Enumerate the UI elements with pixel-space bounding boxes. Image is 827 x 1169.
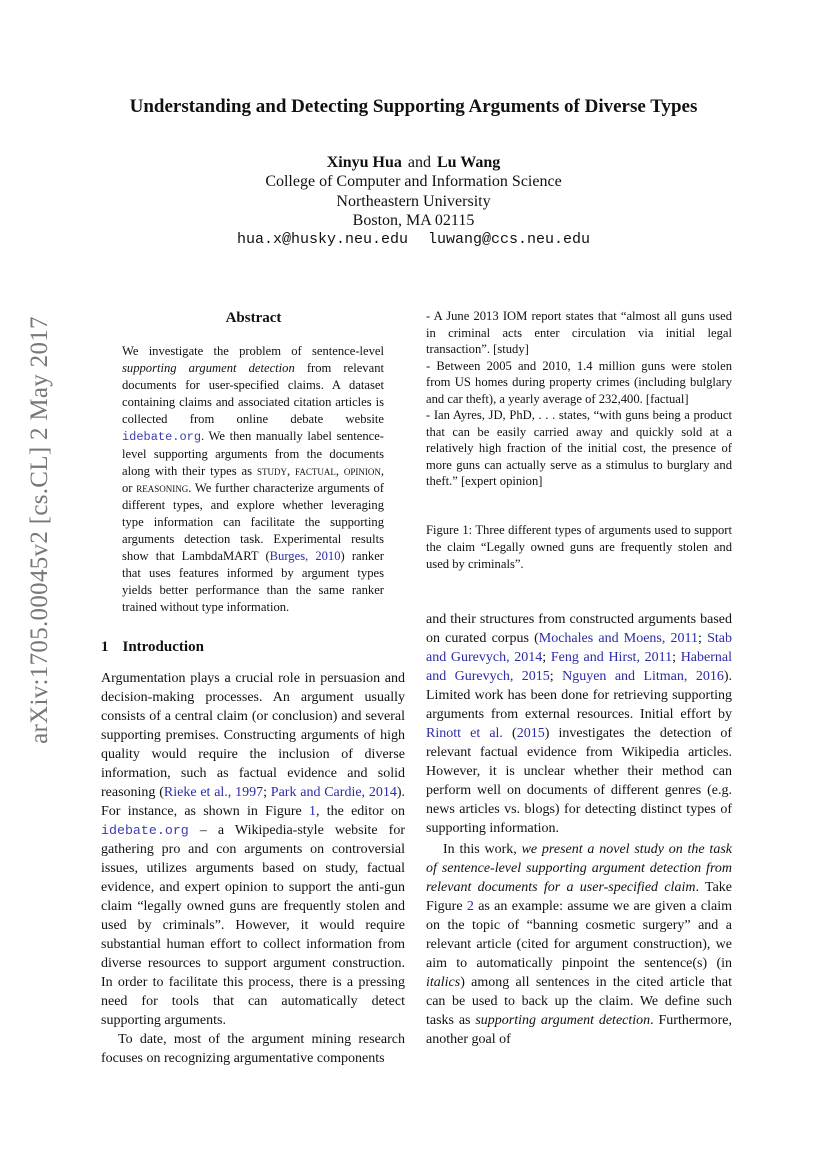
intro-right-column xyxy=(426,610,732,1049)
intro-paragraph-1: Argumentation plays a crucial role in persuasion and decision-making processes. An argument usually consists of a central claim (or conclusion) and several supporting premises. Constructing arguments of high quality would require the inclusion of diverse information, such as factual evidence and solid reasoning (Rieke et al., 1997; Park and Cardie, 2014). For instance, as shown in Figure 1, the editor on idebate.org – a Wikipedia-style website for gathering pro and con arguments on controversial issues, utilizes arguments based on study, factual evidence, and expert opinion to support the anti-gun claim “legally owned guns are frequently stolen and used by criminals”. However, it would require substantial human effort to collect information from diverse resources to support argument construction. In order to facilitate this process, there is a pressing need for tools that can automatically detect supporting arguments. xyxy=(101,671,405,1028)
cite-rieke-link[interactable]: Rieke et al., 1997 xyxy=(163,785,264,800)
arxiv-stamp xyxy=(20,316,60,744)
intro-right-paragraph-1: and their structures from constructed arguments based on curated corpus (Mochales and Moens, 2011; Stab and Gurevych, 2014; Feng and Hirst, 2011; Habernal and Gurevych, 2015; Nguyen and Litman, 2016). Limited work has been done for retrieving supporting arguments from external resources. Initial effort by Rinott et al. (2015) investigates the detection of relevant factual evidence from Wikipedia articles. However, it is unclear whether their method can perform well on documents of different genres (e.g. news articles vs. blogs) for detecting distinct types of supporting information. xyxy=(426,612,733,836)
section-number: 1 xyxy=(101,639,109,655)
intro-site-link[interactable]: idebate.org xyxy=(101,823,189,838)
type-reasoning: reasoning xyxy=(136,481,189,495)
cite-nguyen-link[interactable]: Nguyen and Litman, 2016 xyxy=(562,669,724,684)
cite-feng-link[interactable]: Feng and Hirst, 2011 xyxy=(550,650,673,665)
task-name-emphasis: supporting argument detection xyxy=(475,1013,651,1028)
email-second: luwang@ccs.neu.edu xyxy=(428,231,591,248)
figure-1-item-factual: - Between 2005 and 2010, 1.4 million guns were stolen from US homes during property crimes (including bulglary and car theft), a yearly average of 232,400. [factual] xyxy=(426,358,732,406)
section-heading-introduction xyxy=(101,639,204,656)
contribution-emphasis: we present a novel study on the task of sentence-level supporting argument detection from relevant documents for a user-specified claim xyxy=(426,842,732,895)
abstract-heading: Abstract xyxy=(225,310,282,326)
cite-mochales-link[interactable]: Mochales and Moens, 2011 xyxy=(538,631,699,646)
email-first: hua.x@husky.neu.edu xyxy=(236,231,408,248)
italics-word: italics xyxy=(426,975,461,990)
abstract-site-link[interactable]: idebate.org xyxy=(122,430,202,444)
type-factual: factual xyxy=(294,464,336,478)
cite-rinott-link[interactable]: Rinott et al. xyxy=(426,726,503,741)
figure-1-caption-label: Figure 1: xyxy=(426,523,473,537)
abstract-emphasis: supporting argument detection xyxy=(122,361,295,375)
author-first: Xinyu Hua xyxy=(326,154,402,171)
type-study: study xyxy=(256,464,287,478)
affiliation-university: Northeastern University xyxy=(336,193,491,210)
cite-stab-link[interactable]: Stab and Gurevych, 2014 xyxy=(426,631,733,665)
paper-title: Understanding and Detecting Supporting Arguments of Diverse Types xyxy=(129,96,698,117)
intro-left-column xyxy=(101,669,405,1068)
figure-1-item-expert: - Ian Ayres, JD, PhD, . . . states, “with guns being a product that can be easily carried away and quickly sold at a relatively high fraction of the initial cost, the presence of more guns can actually serve as a stimulus to burglary and theft.” [expert opinion] xyxy=(426,408,732,488)
cite-rinott-year-link[interactable]: 2015 xyxy=(516,726,545,741)
author-emails xyxy=(0,231,827,248)
arxiv-stamp-text: arXiv:1705.00045v2 [cs.CL] 2 May 2017 xyxy=(26,316,53,744)
type-opinion: opinion xyxy=(343,464,381,478)
cite-park-link[interactable]: Park and Cardie, 2014 xyxy=(270,785,397,800)
author-conjunction: and xyxy=(407,154,431,171)
section-title: Introduction xyxy=(122,639,204,655)
abstract-body: We investigate the problem of sentence-level supporting argument detection from relevant documents for user-specified claims. A dataset containing claims and associated citation articles is collected from online debate website idebate.org. We then manually label sentence-level supporting arguments from the documents along with their types as study, factual, opinion, or reasoning. We further characterize arguments of different types, and explore whether leveraging type information can facilitate the supporting arguments detection task. Experimental results show that LambdaMART (Burges, 2010) ranker that uses features informed by argument types yields better performance than the same ranker trained without type information. xyxy=(122,344,385,614)
affiliation-college: College of Computer and Information Science xyxy=(265,173,562,190)
intro-right-paragraph-2: In this work, we present a novel study on the task of sentence-level supporting argument detection from relevant documents for a user-specified claim. Take Figure 2 as an example: assume we are given a claim on the topic of “banning cosmetic surgery” and a relevant article (cited for argument construction), we aim to automatically pinpoint the sentence(s) (in italics) among all sentences in the cited article that can be used to back up the claim. We define such tasks as supporting argument detection. Furthermore, another goal of xyxy=(426,842,733,1047)
cite-habernal-link[interactable]: Habernal and Gurevych, 2015 xyxy=(426,650,732,684)
figure-1-caption: Figure 1: Three different types of arguments used to support the claim “Legally owned guns are frequently stolen and used by criminals”. xyxy=(426,523,733,571)
figure-2-ref-link[interactable]: 2 xyxy=(466,899,474,914)
figure-1-box xyxy=(426,308,732,490)
figure-1-item-study: - A June 2013 IOM report states that “almost all guns used in criminal acts enter circulation via initial legal transaction”. [study] xyxy=(426,309,732,356)
intro-paragraph-2: To date, most of the argument mining research focuses on recognizing argumentative components xyxy=(101,1032,405,1066)
affiliation-city: Boston, MA 02115 xyxy=(352,212,475,229)
author-line xyxy=(0,153,827,173)
cite-burges-link[interactable]: Burges, 2010 xyxy=(269,549,341,563)
author-second: Lu Wang xyxy=(436,154,501,171)
figure-1-ref-link[interactable]: 1 xyxy=(308,804,316,819)
